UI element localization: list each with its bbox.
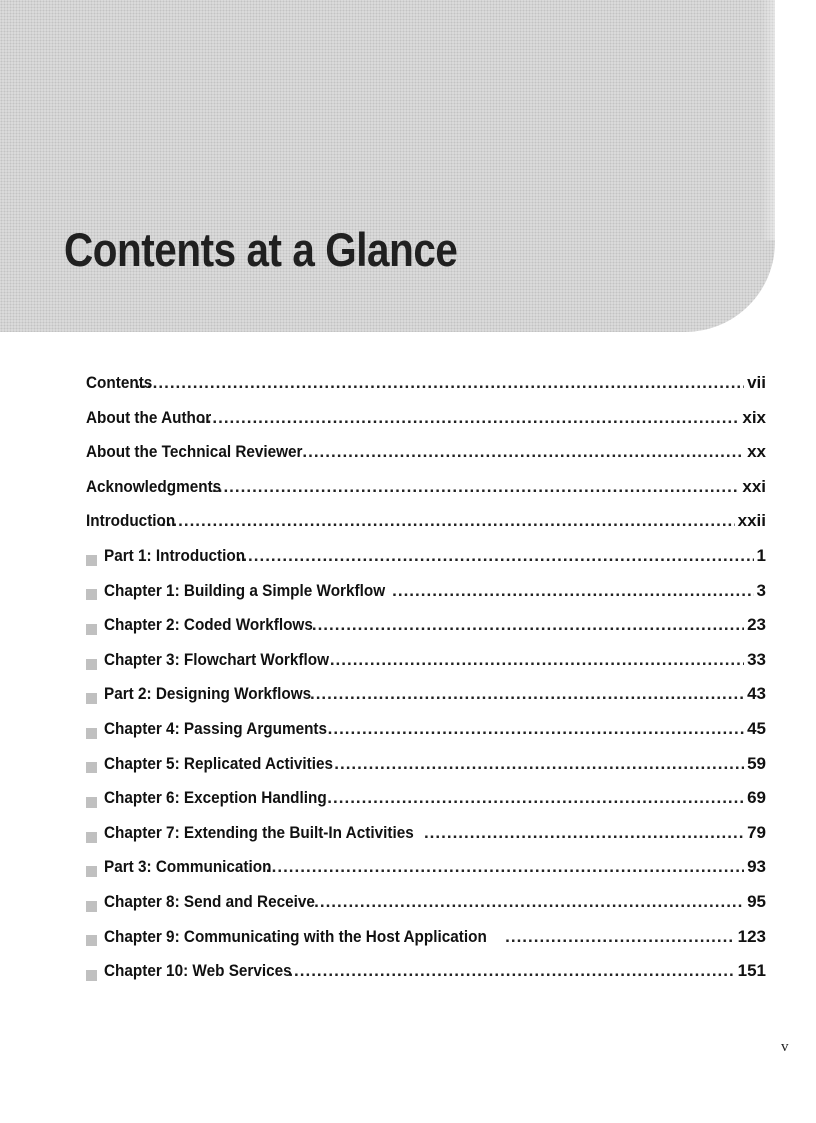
header-band bbox=[0, 0, 775, 332]
gray-square-bullet-icon bbox=[86, 555, 97, 566]
gray-square-bullet-icon bbox=[86, 866, 97, 877]
toc-entry-title: Chapter 8: Send and Receive bbox=[104, 891, 315, 911]
toc-entry[interactable] bbox=[86, 961, 766, 996]
toc-entry-title: Part 2: Designing Workflows bbox=[104, 684, 312, 704]
toc-entry-page-number: xxi bbox=[742, 476, 766, 496]
gray-square-bullet-icon bbox=[86, 832, 97, 843]
gray-square-bullet-icon bbox=[86, 659, 97, 670]
dot-leader bbox=[237, 546, 754, 566]
toc-entry[interactable] bbox=[86, 477, 766, 512]
toc-entry[interactable] bbox=[86, 719, 766, 754]
toc-entry-title: Part 1: Introduction bbox=[104, 545, 246, 565]
dot-leader bbox=[288, 961, 734, 981]
toc-entry-page-number: 3 bbox=[756, 580, 766, 600]
dot-leader bbox=[328, 719, 744, 739]
toc-entry-title: Chapter 10: Web Services bbox=[104, 961, 292, 981]
dot-leader bbox=[135, 373, 744, 393]
toc-entry-page-number: 151 bbox=[737, 961, 766, 981]
dot-leader bbox=[424, 823, 744, 843]
dot-leader bbox=[266, 857, 744, 877]
toc-entry-title: Chapter 7: Extending the Built-In Activities bbox=[104, 822, 414, 842]
toc-entry-title: Introduction bbox=[86, 511, 176, 531]
gray-square-bullet-icon bbox=[86, 935, 97, 946]
toc-entry-title: Chapter 9: Communicating with the Host Application bbox=[104, 926, 487, 946]
toc-entry-page-number: 33 bbox=[747, 649, 766, 669]
toc-entry-page-number: 45 bbox=[747, 718, 766, 738]
toc-entry-page-number: xxii bbox=[737, 511, 766, 531]
toc-entry-page-number: 43 bbox=[747, 684, 766, 704]
dot-leader bbox=[392, 581, 753, 601]
gray-square-bullet-icon bbox=[86, 970, 97, 981]
toc-entry[interactable] bbox=[86, 754, 766, 789]
toc-entry-title: Chapter 3: Flowchart Workflow bbox=[104, 649, 329, 669]
gray-square-bullet-icon bbox=[86, 762, 97, 773]
toc-entry-title: Part 3: Communication bbox=[104, 857, 272, 877]
toc-entry[interactable] bbox=[86, 650, 766, 685]
toc-entry[interactable] bbox=[86, 615, 766, 650]
dot-leader bbox=[201, 408, 739, 428]
toc-entry[interactable] bbox=[86, 373, 766, 408]
toc-entry-page-number: 59 bbox=[747, 753, 766, 773]
dot-leader bbox=[330, 650, 744, 670]
toc-entry[interactable] bbox=[86, 927, 766, 962]
toc-entry-page-number: 93 bbox=[747, 857, 766, 877]
page-title: Contents at a Glance bbox=[64, 223, 458, 276]
toc-entry-title: About the Technical Reviewer bbox=[86, 442, 303, 462]
dot-leader bbox=[312, 615, 744, 635]
toc-entry-title: About the Author bbox=[86, 407, 212, 427]
gray-square-bullet-icon bbox=[86, 728, 97, 739]
gray-square-bullet-icon bbox=[86, 797, 97, 808]
gray-square-bullet-icon bbox=[86, 589, 97, 600]
toc-entry[interactable] bbox=[86, 442, 766, 477]
toc-entry-title: Chapter 2: Coded Workflows bbox=[104, 615, 313, 635]
toc-entry-page-number: 79 bbox=[747, 822, 766, 842]
gray-square-bullet-icon bbox=[86, 693, 97, 704]
gray-square-bullet-icon bbox=[86, 901, 97, 912]
toc-entry[interactable] bbox=[86, 546, 766, 581]
toc-entry[interactable] bbox=[86, 511, 766, 546]
toc-entry[interactable] bbox=[86, 857, 766, 892]
toc-entry-page-number: xx bbox=[747, 442, 766, 462]
toc-entry[interactable] bbox=[86, 892, 766, 927]
gray-square-bullet-icon bbox=[86, 624, 97, 635]
toc-entry-page-number: 23 bbox=[747, 615, 766, 635]
page-number: v bbox=[781, 1039, 789, 1055]
dot-leader bbox=[212, 477, 739, 497]
toc-entry[interactable] bbox=[86, 408, 766, 443]
dot-leader bbox=[310, 684, 744, 704]
dot-leader bbox=[334, 754, 744, 774]
dot-leader bbox=[505, 927, 734, 947]
toc-entry-page-number: xix bbox=[742, 407, 766, 427]
toc-entry-title: Chapter 6: Exception Handling bbox=[104, 788, 327, 808]
toc-entry[interactable] bbox=[86, 581, 766, 616]
toc-entry-title: Chapter 5: Replicated Activities bbox=[104, 753, 334, 773]
dot-leader bbox=[327, 788, 744, 808]
dot-leader bbox=[302, 442, 744, 462]
toc-entry-title: Chapter 4: Passing Arguments bbox=[104, 718, 328, 738]
toc-entry-page-number: 95 bbox=[747, 891, 766, 911]
dot-leader bbox=[314, 892, 744, 912]
toc-entry[interactable] bbox=[86, 788, 766, 823]
toc-entry-page-number: vii bbox=[747, 373, 766, 392]
toc-entry-title: Chapter 1: Building a Simple Workflow bbox=[104, 580, 386, 600]
toc-entry-page-number: 123 bbox=[737, 926, 766, 946]
table-of-contents bbox=[86, 373, 766, 996]
toc-entry[interactable] bbox=[86, 823, 766, 858]
toc-entry-title: Acknowledgments bbox=[86, 476, 222, 496]
toc-entry[interactable] bbox=[86, 684, 766, 719]
toc-entry-title: Contents bbox=[86, 373, 153, 392]
dot-leader bbox=[161, 511, 735, 531]
toc-entry-page-number: 1 bbox=[756, 545, 766, 565]
toc-entry-page-number: 69 bbox=[747, 788, 766, 808]
